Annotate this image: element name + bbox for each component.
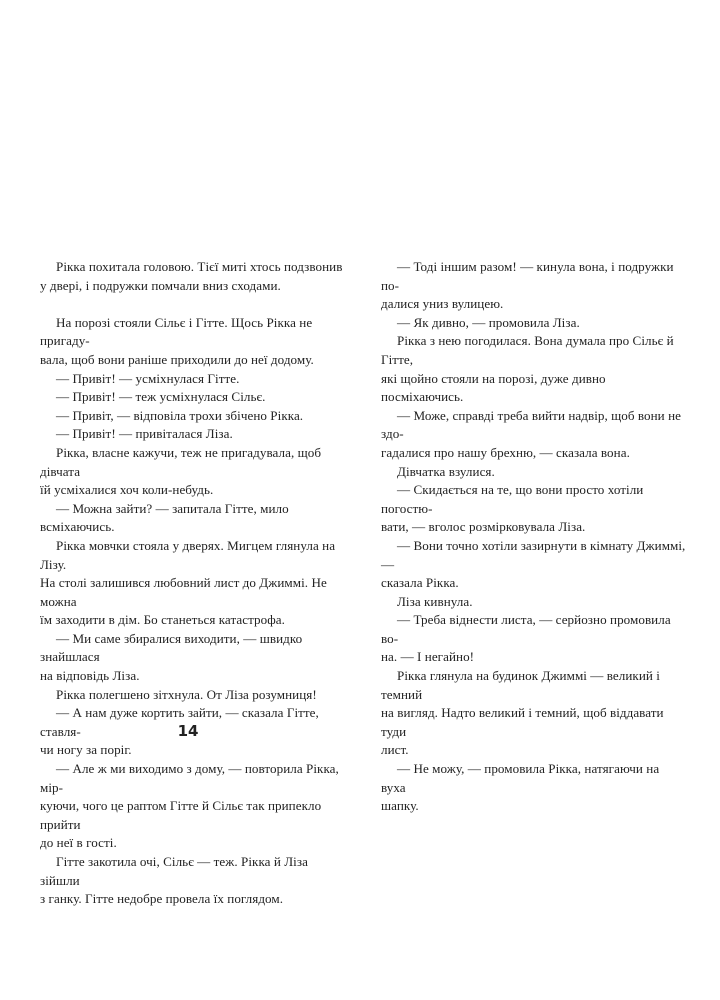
paragraph: Рікка мовчки стояла у дверях. Мигцем глянула на Лізу. На столі залишився любовний лист до Джиммі. Не можна їм заходити в дім. Бо станеться катастрофа. <box>40 537 336 628</box>
paragraph: — Тоді іншим разом! — кинула вона, і подружки по- далися униз вулицею. <box>381 259 674 312</box>
paragraph: Рікка, власне кажучи, теж не пригадувала, щоб дівчата їй усміхалися хоч коли-небудь. <box>40 444 322 498</box>
paragraph: — Привіт! — теж усміхнулася Сільє. <box>56 389 266 405</box>
paragraph: Дівчатка взулися. <box>397 463 495 479</box>
paragraph: — Привіт! — усміхнулася Гітте. <box>56 370 240 386</box>
paragraph: — А нам дуже кортить зайти, — сказала Гітте, ставля- чи ногу за поріг. <box>40 705 319 758</box>
paragraph: Ліза кивнула. <box>397 593 473 609</box>
paragraph: — Але ж ми виходимо з дому, — повторила Рікка, мір- куючи, чого це раптом Гітте й Сільє так припекло прийти до неї в гості. <box>40 761 339 851</box>
paragraph: — Привіт, — відповіла трохи збічено Рікка. <box>56 407 304 423</box>
paragraph: — Вони точно хотіли зазирнути в кімнату Джиммі, — сказала Рікка. <box>381 537 686 591</box>
paragraph: — Ми саме збиралися виходити, — швидко знайшлася на відповідь Ліза. <box>40 630 303 684</box>
page-number: 14 <box>177 722 199 740</box>
paragraph: — Не можу, — промовила Рікка, натягаючи на вуха шапку. <box>381 761 660 814</box>
paragraph: — Як дивно, — промовила Ліза. <box>397 314 580 330</box>
paragraph: — Треба віднести листа, — серйозно промовила во- на. — І негайно! <box>381 612 671 665</box>
paragraph: — Можна зайти? — запитала Гітте, мило всміхаючись. <box>40 500 289 535</box>
paragraph: Рікка глянула на будинок Джиммі — великий і темний на вигляд. Надто великий і темний, щоб віддавати туди лист. <box>381 668 664 758</box>
right-text-column <box>381 258 686 816</box>
paragraph: Рікка полегшено зітхнула. От Ліза розумниця! <box>56 686 317 702</box>
paragraph: Гітте закотила очі, Сільє — теж. Рікка й Ліза зійшли з ганку. Гітте недобре провела їх поглядом. <box>40 854 308 907</box>
paragraph: — Привіт! — привіталася Ліза. <box>56 426 233 442</box>
left-text-column <box>40 258 345 909</box>
paragraph: — Може, справді треба вийти надвір, щоб вони не здо- гадалися про нашу брехню, — сказала вона. <box>381 407 681 460</box>
paragraph-gap <box>40 295 345 314</box>
paragraph: — Скидається на те, що вони просто хотіли погостю- вати, — вголос розмірковувала Ліза. <box>381 482 644 535</box>
paragraph: На порозі стояли Сільє і Гітте. Щось Рікка не пригаду- вала, щоб вони раніше приходили до неї додому. <box>40 314 314 367</box>
paragraph: Рікка з нею погодилася. Вона думала про Сільє й Гітте, які щойно стояли на порозі, дуже дивно посміхаючись. <box>381 333 674 405</box>
paragraph: Рікка похитала головою. Тієї миті хтось подзвонив у двері, і подружки помчали вниз сходами. <box>40 259 343 293</box>
